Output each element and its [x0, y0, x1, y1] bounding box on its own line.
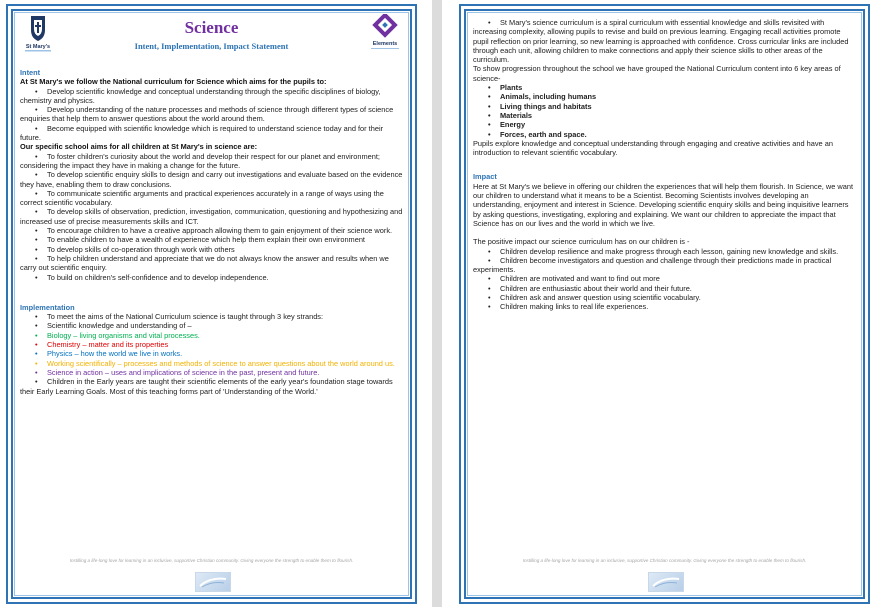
list-item: • To develop scientific enquiry skills to design and carry out investigations and evaluate based on the evidence they have, enabling them to draw conclusions.: [20, 170, 403, 189]
page-gap-bar: [432, 0, 442, 607]
elements-logo: [367, 14, 403, 54]
positive-impact-intro: The positive impact our science curriculum has on our children is -: [473, 237, 690, 247]
list-item: • To build on children's self-confidence and to develop independence.: [20, 273, 403, 282]
page-title: Science: [184, 18, 239, 37]
list-item: • Develop understanding of the nature processes and methods of science through different types of science enquiries that help them to answer questions about the world around them.: [20, 105, 403, 124]
list-item: • To encourage children to have a creative approach allowing them to gain enjoyment of their science work.: [20, 226, 403, 235]
document-page-2: [459, 4, 870, 604]
positive-impact-list: [473, 247, 856, 312]
document-page-1: [6, 4, 417, 604]
list-item: • Children ask and answer question using scientific vocabulary.: [473, 293, 856, 302]
elements-logo-text: Elements: [372, 41, 398, 47]
list-item: • Become equipped with scientific knowledge which is required to understand science today and for their future.: [20, 124, 403, 143]
key-area-animals: • Animals, including humans: [500, 92, 856, 101]
progression-text: To show progression throughout the school we have grouped the National Curriculum content into 6 key areas of science-: [473, 64, 841, 83]
school-logo-text: St Mary's: [25, 44, 51, 50]
list-item: • Children become investigators and question and challenge through their predictions made in practical experiments.: [473, 256, 856, 275]
key-area-materials: • Materials: [500, 111, 856, 120]
list-item: • To enable children to have a wealth of experience which help them explain their own environment: [20, 235, 403, 244]
impact-text: Here at St Mary's we believe in offering our children the experiences that will help them flourish. In Science, we want our children to understand what it means to be a Scientist. Becoming Scientists involves developing an understanding, enjoyment and interest in Science. Developing scientific enquiry skills and being inquisitive learners by asking questions, investigating, exploring and explaining. We want our children to appreciate the impact that Science has on our lives and the world in which we live.: [473, 181, 854, 228]
footer-motto: Instilling a life-long love for learning in an inclusive, supportive Christian community. Giving everyone the strength to enable them to flourish.: [69, 558, 354, 563]
page-subtitle: Intent, Implementation, Impact Statement: [134, 41, 289, 51]
award-badge: [195, 572, 231, 592]
spiral-curriculum-text: • St Mary's science curriculum is a spiral curriculum with essential knowledge and skills revisited with increasing complexity, allowing pupils to revise and build on previous learning. Engaging recall activities promote pupil reflection on prior learning, so new learning is approached with confidence. Cross curricular links are included through each unit, allowing children to make connections and apply their science skills to other areas of the curriculum.: [473, 18, 856, 64]
list-item: • To foster children's curiosity about the world and develop their respect for our planet and environment; considering the impact they have in making a change for the future.: [20, 152, 403, 171]
strand-working-scientifically: • Working scientifically – processes and methods of science to answer questions about the world around us.: [20, 359, 403, 368]
strand-chemistry: • Chemistry – matter and its properties: [20, 340, 403, 349]
key-area-forces: • Forces, earth and space.: [500, 130, 856, 139]
strand-physics: • Physics – how the world we live in works.: [20, 349, 403, 358]
implementation-list: [20, 312, 403, 396]
key-area-energy: • Energy: [500, 120, 856, 129]
school-logo: [20, 14, 56, 54]
list-item: • To meet the aims of the National Curriculum science is taught through 3 key strands:: [20, 312, 403, 321]
list-item: • To develop skills of co-operation through work with others: [20, 245, 403, 254]
intent-heading: Intent: [20, 68, 41, 77]
list-item: • To help children understand and appreciate that we do not always know the answer and results when we carry out scientific enquiry.: [20, 254, 403, 273]
national-aims-list: [20, 87, 403, 143]
spiral-list: [473, 18, 856, 64]
school-aims-list: [20, 152, 403, 282]
list-item: • Children making links to real life experiences.: [473, 302, 856, 311]
key-area-plants: • Plants: [500, 83, 856, 92]
key-area-living-things: • Living things and habitats: [500, 102, 856, 111]
list-item: • To develop skills of observation, prediction, investigation, communication, questioning and hypothesizing and increased use of precise measurements skills and ICT.: [20, 207, 403, 226]
strand-biology: • Biology – living organisms and vital processes.: [20, 331, 403, 340]
implementation-heading: Implementation: [20, 302, 75, 312]
key-areas-list: [473, 83, 856, 139]
list-item: • Scientific knowledge and understanding of –: [20, 321, 403, 330]
list-item: • To communicate scientific arguments and practical experiences accurately in a range of ways using the correct scientific vocabulary.: [20, 189, 403, 208]
list-item: • Children in the Early years are taught their scientific elements of the early year's foundation stage towards their Early Learning Goals. Most of this teaching forms part of 'Understanding of the World.': [20, 377, 403, 396]
list-item: • Children develop resilience and make progress through each lesson, gaining new knowledge and skills.: [473, 247, 856, 256]
footer-motto: Instilling a life-long love for learning in an inclusive, supportive Christian community. Giving everyone the strength to enable them to flourish.: [522, 558, 807, 563]
list-item: • Develop scientific knowledge and conceptual understanding through the specific disciplines of biology, chemistry and physics.: [20, 87, 403, 106]
list-item: • Children are enthusiastic about their world and their future.: [473, 284, 856, 293]
intent-intro: At St Mary's we follow the National curriculum for Science which aims for the pupils to:: [20, 77, 327, 87]
explore-text: Pupils explore knowledge and conceptual understanding through engaging and creative activities and have an introduction to relevant scientific vocabulary.: [473, 138, 833, 158]
impact-heading: Impact: [473, 172, 497, 182]
strand-science-in-action: • Science in action – uses and implications of science in the past, present and future.: [20, 368, 403, 377]
list-item: • Children are motivated and want to find out more: [473, 274, 856, 283]
award-badge: [648, 572, 684, 592]
school-aims-intro: Our specific school aims for all children at St Mary's in science are:: [20, 142, 258, 152]
